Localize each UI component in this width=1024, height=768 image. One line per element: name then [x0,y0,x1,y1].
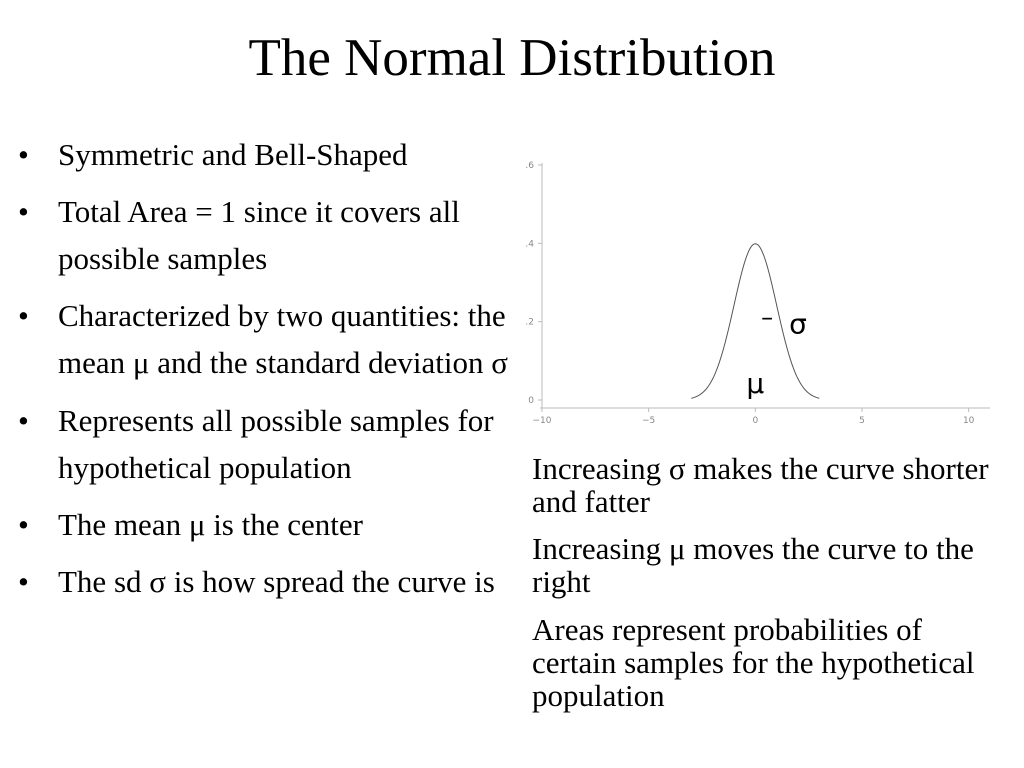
bullet-item [18,131,518,178]
x-tick-label: −5 [642,416,656,426]
bullet-list [18,131,518,615]
bullet-dot: • [18,298,29,334]
bullet-dot: • [18,563,29,599]
sigma-dash-annotation: – [761,303,774,332]
slide-title: The Normal Distribution [248,29,776,87]
bullet-text: The mean μ is the center [58,506,363,542]
mu-annotation: μ [746,367,765,400]
note-text: Increasing σ makes the curve shorter and fatter [532,451,989,520]
bullet-dot: • [18,194,29,230]
sigma-annotation: σ [789,307,807,341]
bullet-text: Characterized by two quantities: the mean μ and the standard deviation σ [58,298,508,381]
bullet-item [18,397,518,491]
chart-annotations [746,304,806,400]
bullet-item [18,501,518,548]
bullet-text: The sd σ is how spread the curve is [58,563,495,599]
bullet-dot: • [18,402,29,438]
bullet-item [18,292,518,386]
bullet-text: Represents all possible samples for hypothetical population [58,402,494,485]
y-tick-label: .6 [525,161,534,171]
bullet-item [18,188,518,282]
bullet-text: Total Area = 1 since it covers all possible samples [58,194,460,277]
bullet-dot: • [18,137,29,172]
x-tick-label: 0 [752,416,759,426]
bullet-item [18,558,518,605]
x-tick-label: 5 [859,416,865,426]
bullet-text: Symmetric and Bell-Shaped [58,137,408,172]
note-text: Increasing μ moves the curve to the right [532,531,974,600]
note-text: Areas represent probabilities of certain samples for the hypothetical population [532,611,975,713]
y-tick-label: .2 [525,317,534,328]
x-tick-label: −10 [532,416,552,426]
y-tick-label: 0 [528,396,534,406]
x-tick-label: 10 [962,416,975,426]
normal-distribution-chart [515,155,1000,440]
notes-panel [532,452,1012,726]
chart-axes [540,163,990,408]
bullet-dot: • [18,506,29,542]
y-tick-label: .4 [525,239,534,250]
